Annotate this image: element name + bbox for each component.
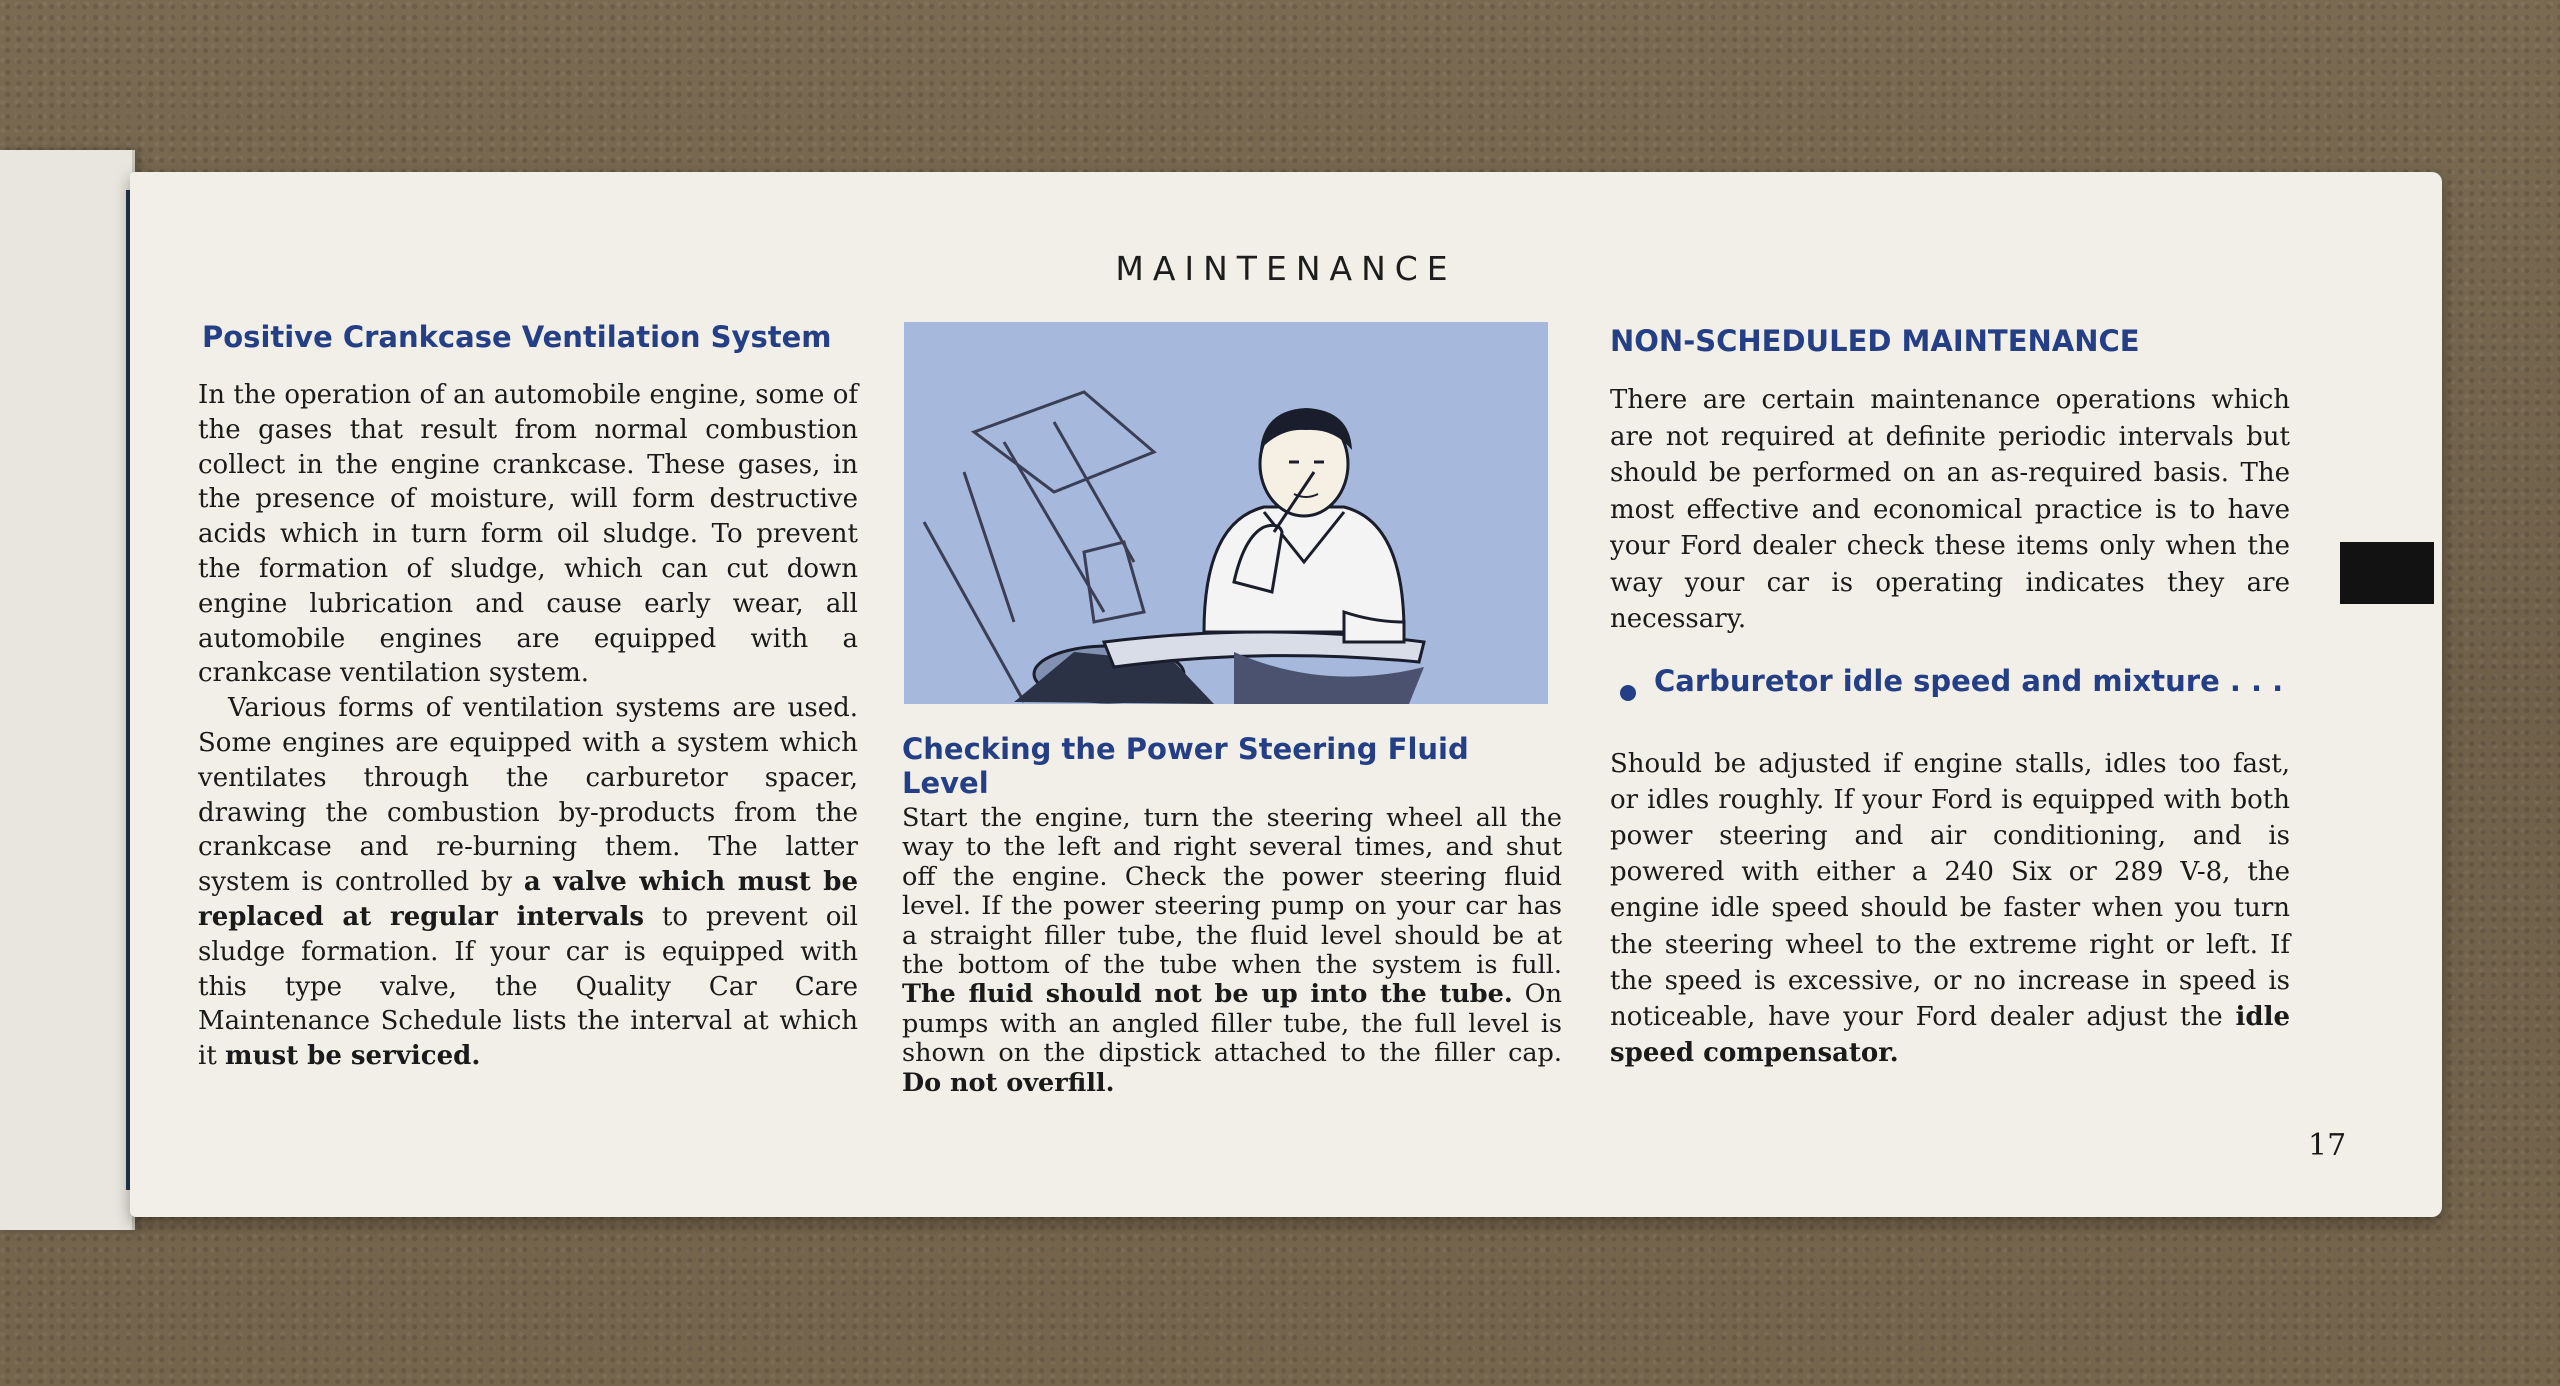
power-steering-heading: Checking the Power Steering Fluid Level	[902, 732, 1469, 800]
pcv-paragraph-1: In the operation of an automobile engine, some of the gases that result from normal combustion collect in the engine crankcase. These gases, in the presence of moisture, will form destructive acids which in turn form oil sludge. To prevent the formation of sludge, which can cut down engine lubrication and cause early wear, all automobile engines are equipped with a crankcase ventilation system.	[198, 380, 858, 689]
ps-text-b: On pumps with an angled filler tube, the full level is shown on the dipstick attached to the filler cap.	[902, 979, 1562, 1069]
pcv-p2-text-b: to prevent oil sludge formation. If your car is equipped with this type valve, the Quality Car Care Maintenance Schedule lists the interval at which it	[198, 901, 858, 1072]
ps-text-a: Start the engine, turn the steering wheel all the way to the left and right several times, and shut off the engine. Check the power steering fluid level. If the power steering pump on your car has a straight filler tube, the fluid level should be at the bottom of the tube when the system is full.	[902, 803, 1562, 981]
power-steering-paragraph	[902, 804, 1562, 1098]
middle-column	[902, 322, 1562, 1098]
non-scheduled-paragraph: There are certain maintenance operations which are not required at definite periodic intervals but should be performed on an as-required basis. The most effective and economical practice is to have your Ford dealer check these items only when the way your car is operating indicates they are necessary.	[1610, 385, 2290, 634]
pcv-p2-bold-1: a valve which must be replaced at regular intervals	[198, 867, 858, 932]
carb-bold: idle speed compensator.	[1610, 1001, 2290, 1069]
illustration-man-checking-dipstick	[904, 322, 1548, 704]
bullet-dot-icon	[1620, 685, 1636, 701]
page-number: 17	[2308, 1128, 2347, 1163]
manual-page	[130, 172, 2442, 1217]
carburetor-bullet	[1610, 664, 2290, 722]
non-scheduled-heading: NON-SCHEDULED MAINTENANCE	[1610, 324, 2140, 358]
carburetor-heading: Carburetor idle speed and mixture . . .	[1654, 663, 2284, 698]
pcv-heading: Positive Crankcase Ventilation System	[202, 320, 832, 354]
right-column	[1610, 324, 2290, 1071]
pcv-p2-bold-2: must be serviced.	[225, 1041, 481, 1072]
left-page-edge	[0, 150, 135, 1230]
section-tab-marker	[2340, 542, 2434, 604]
pcv-paragraph-2	[198, 691, 858, 1074]
ps-bold-1: The fluid should not be up into the tube.	[902, 979, 1513, 1010]
page-title: MAINTENANCE	[1115, 249, 1457, 288]
left-column	[198, 320, 858, 1074]
illustration-drawing	[904, 322, 1548, 704]
ps-bold-2: Do not overfill.	[902, 1067, 1115, 1098]
carburetor-paragraph	[1610, 746, 2290, 1072]
pcv-p2-text-a: Various forms of ventilation systems are used. Some engines are equipped with a system which ventilates through the carburetor spacer, drawing the combustion by-products from the crankcase and re-burning them. The latter system is controlled by	[198, 693, 858, 898]
carb-text-a: Should be adjusted if engine stalls, idles too fast, or idles roughly. If your Ford is equipped with both power steering and air conditioning, and is powered with either a 240 Six or 289 V-8, the engine idle speed should be faster when you turn the steering wheel to the extreme right or left. If the speed is excessive, or no increase in speed is noticeable, have your Ford dealer adjust the	[1610, 748, 2290, 1032]
